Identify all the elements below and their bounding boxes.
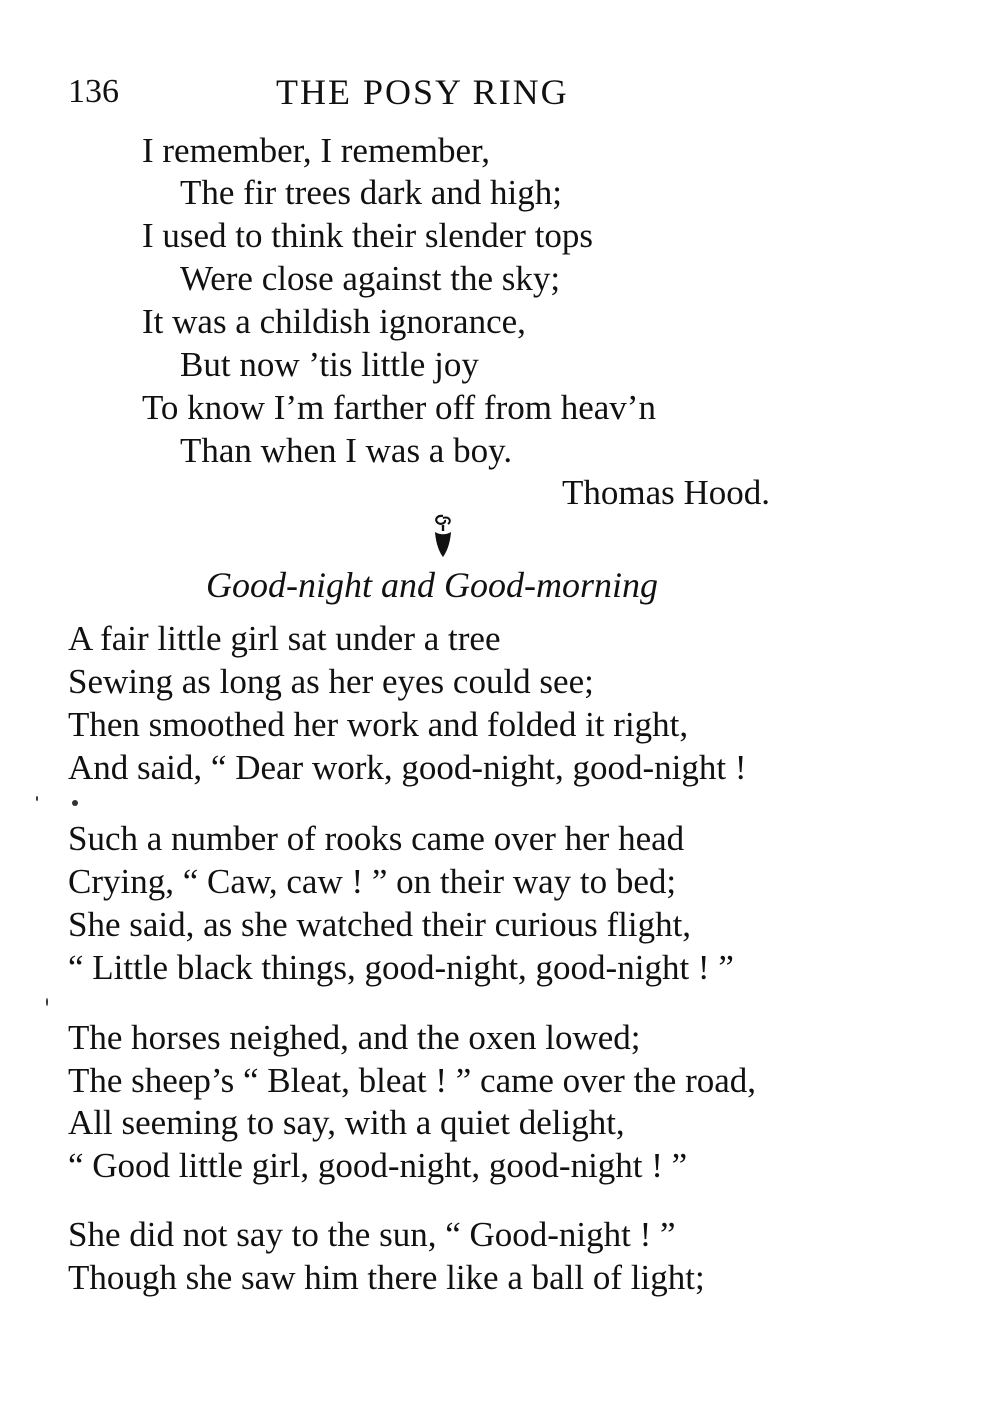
verse-line: And said, “ Dear work, good-night, good-night ! [68,748,747,787]
verse-line: The fir trees dark and high; [180,173,562,212]
verse-line: All seeming to say, with a quiet delight, [68,1103,625,1142]
scan-speck [72,800,78,806]
verse-line: To know I’m farther off from heav’n [142,388,656,427]
verse-line: The sheep’s “ Bleat, bleat ! ” came over the road, [68,1061,757,1100]
page-header [68,70,668,118]
scan-speck [46,998,48,1006]
verse-line: I used to think their slender tops [142,216,594,255]
verse-line: She did not say to the sun, “ Good-night ! ” [68,1215,676,1254]
verse-line: Than when I was a boy. [180,431,513,470]
verse-line: Though she saw him there like a ball of light; [68,1258,705,1297]
author-attribution: Thomas Hood. [562,473,771,512]
verse-line: “ Little black things, good-night, good-night ! ” [68,948,734,987]
verse-line: She said, as she watched their curious flight, [68,905,692,944]
page-number: 136 [68,73,119,110]
poem-title: Good-night and Good-morning [206,565,658,605]
verse-line: It was a childish ignorance, [142,302,526,341]
verse-line: Were close against the sky; [180,259,561,298]
verse-line: But now ’tis little joy [180,345,479,384]
verse-line: I remember, I remember, [142,131,490,170]
fleuron-icon [426,512,460,560]
running-title: THE POSY RING [276,72,569,112]
verse-line: The horses neighed, and the oxen lowed; [68,1018,641,1057]
verse-line: Such a number of rooks came over her head [68,819,685,858]
scan-speck [36,796,38,801]
verse-line: Sewing as long as her eyes could see; [68,662,594,701]
verse-line: A fair little girl sat under a tree [68,619,501,658]
verse-line: Then smoothed her work and folded it right, [68,705,689,744]
verse-line: “ Good little girl, good-night, good-night ! ” [68,1146,688,1185]
verse-line: Crying, “ Caw, caw ! ” on their way to bed; [68,862,677,901]
